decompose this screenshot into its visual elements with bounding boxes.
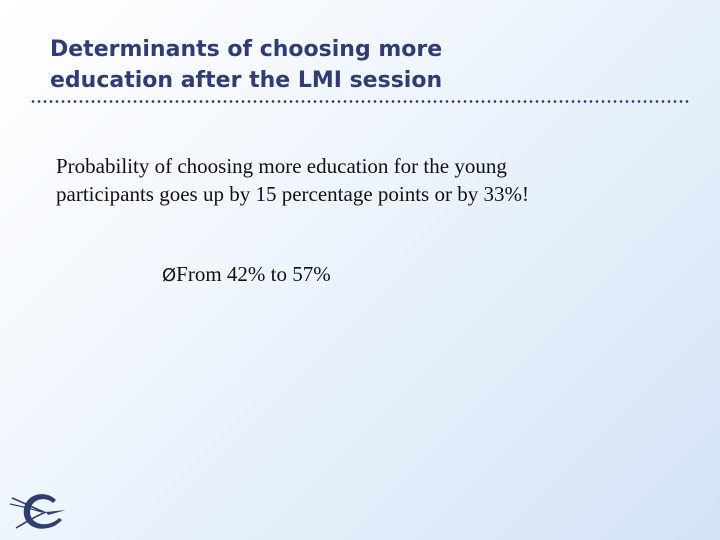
slide-title-line: Determinants of choosing more <box>50 37 443 62</box>
c-swoosh-logo-icon <box>8 488 70 536</box>
slide-title-line: education after the LMI session <box>50 68 443 93</box>
slide-title <box>50 34 650 96</box>
body-line: participants goes up by 15 percentage points or by 33%! <box>56 182 529 206</box>
bullet-item <box>162 260 331 290</box>
body-line: Probability of choosing more education for the young <box>56 154 507 178</box>
arrow-bullet-icon: Ø <box>162 265 177 286</box>
bullet-text: From 42% to 57% <box>176 262 331 286</box>
body-paragraph <box>56 152 676 208</box>
dotted-divider <box>30 100 690 103</box>
